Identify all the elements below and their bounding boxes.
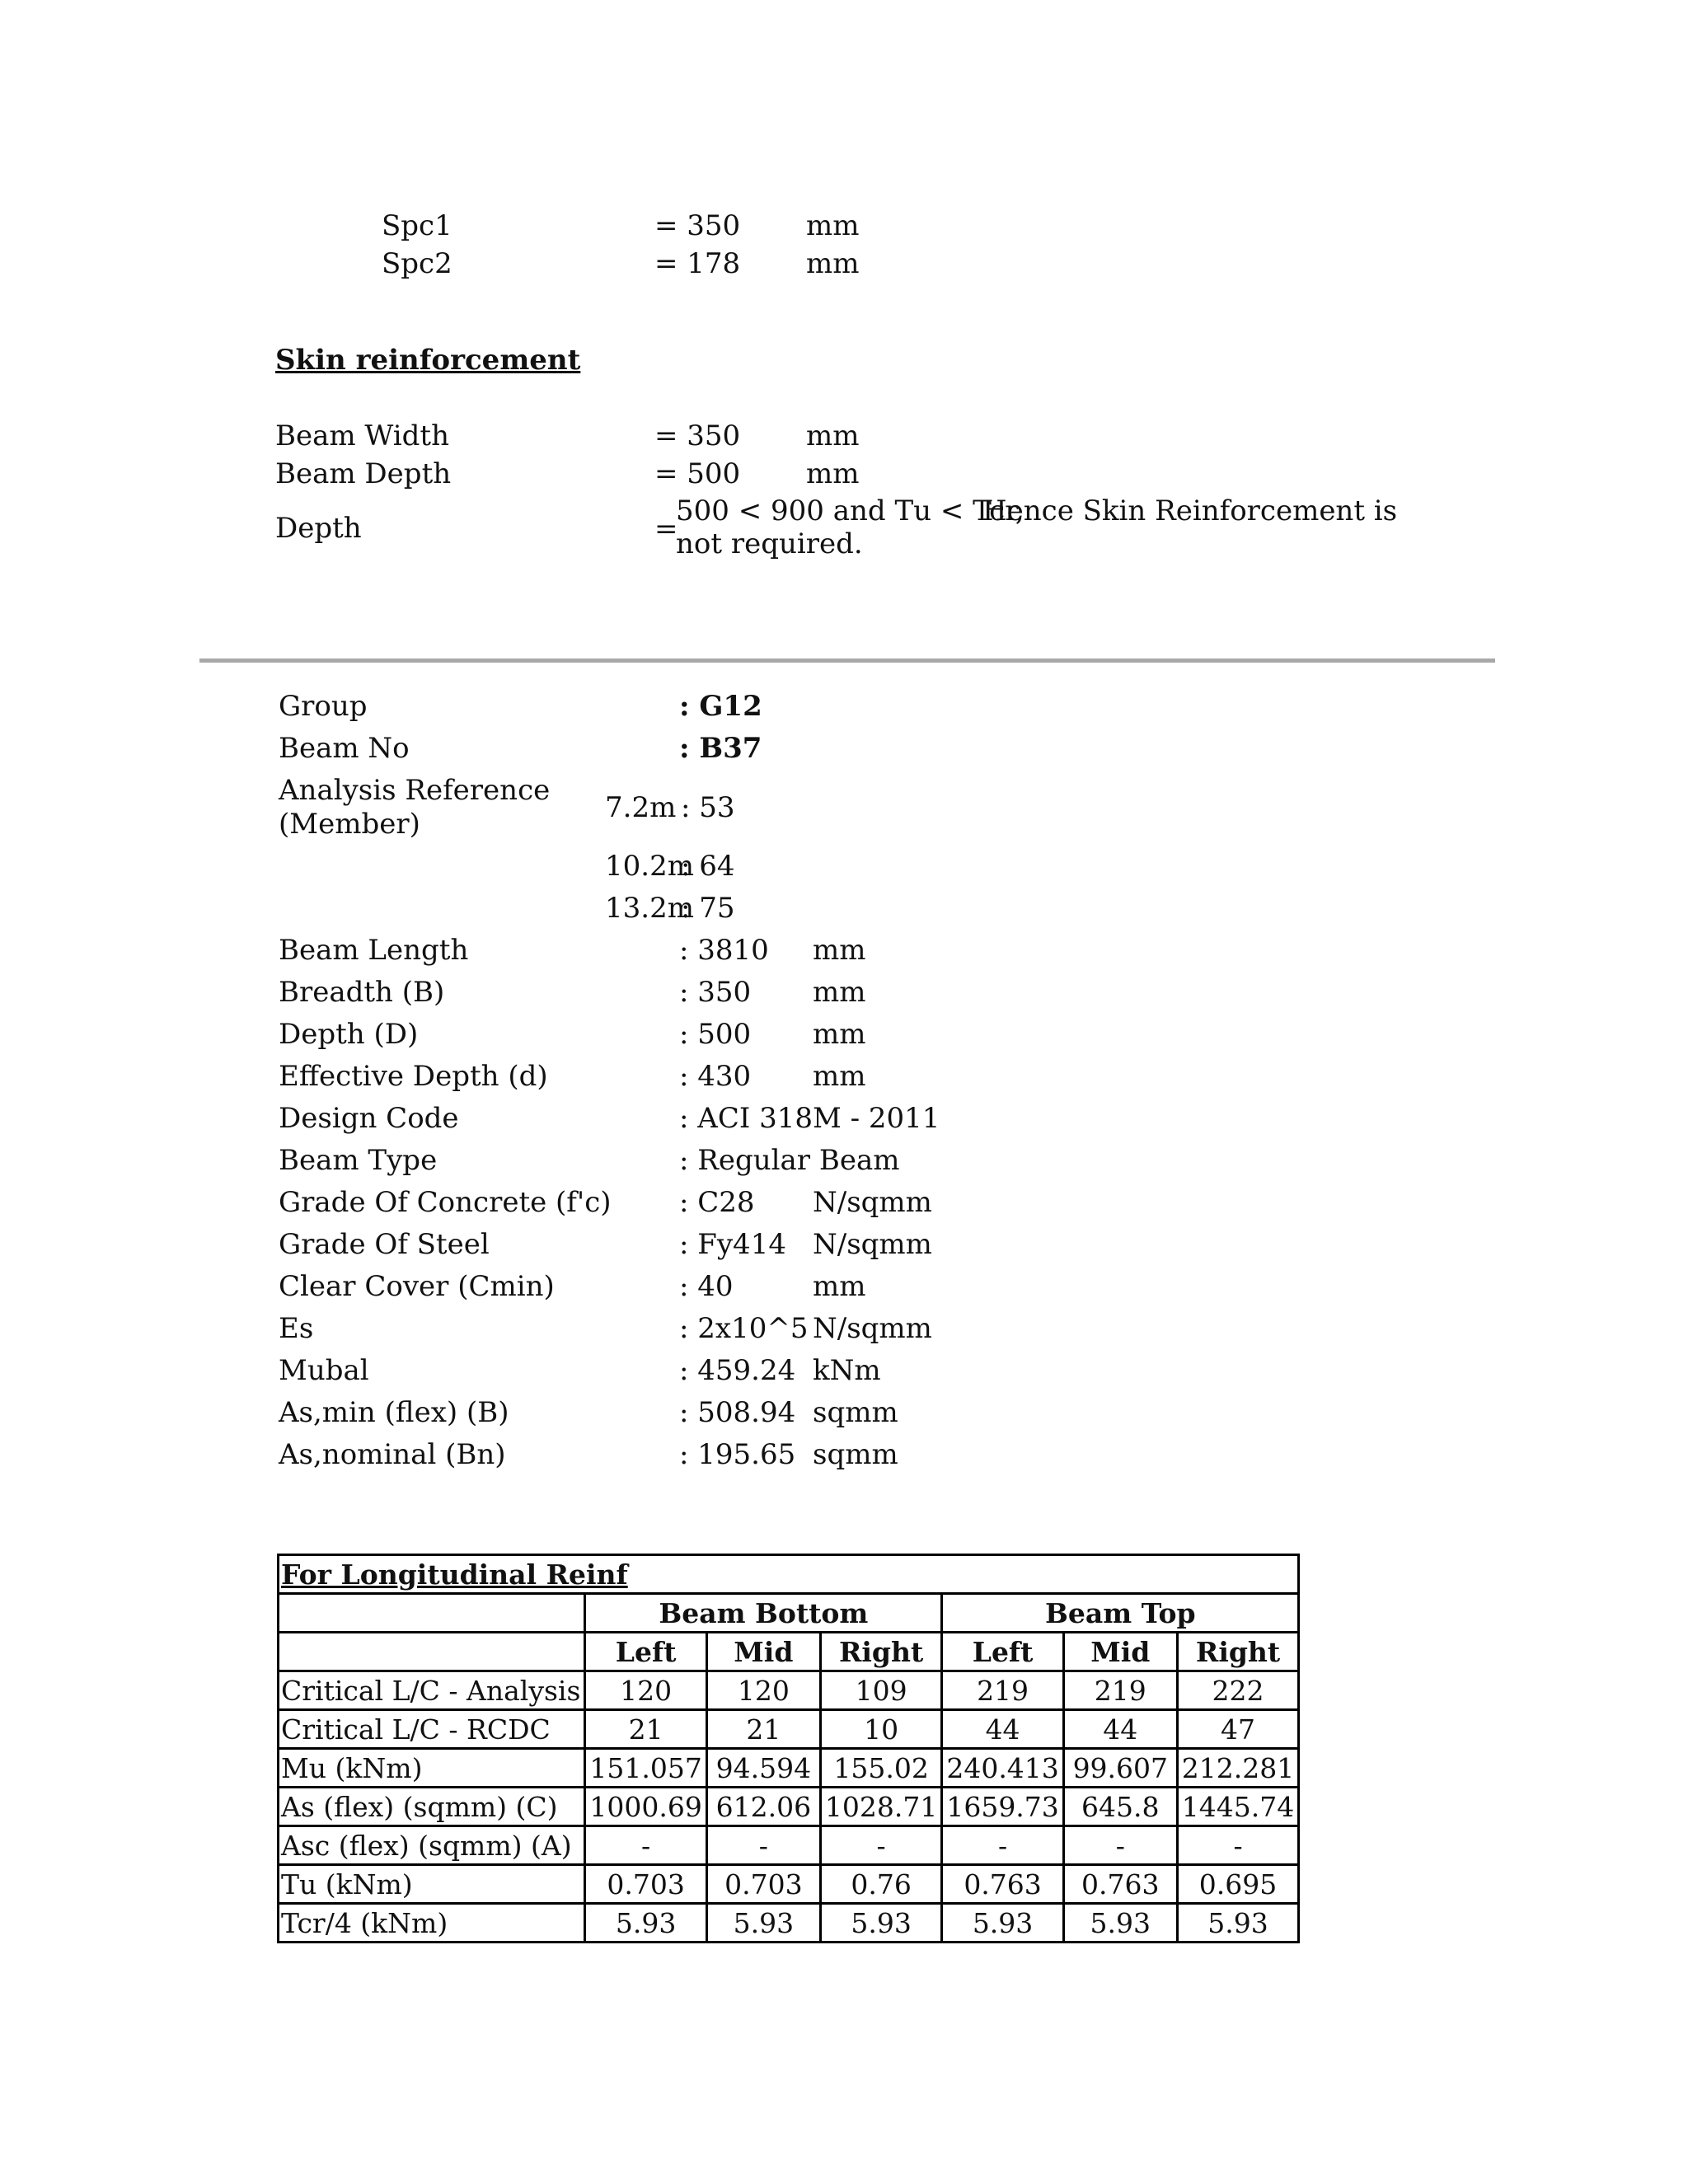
row-label: Critical L/C - RCDC xyxy=(279,1710,585,1749)
table-row xyxy=(279,1865,1299,1904)
table-cell: 5.93 xyxy=(706,1904,820,1943)
table-row xyxy=(279,1671,1299,1710)
table-cell: 219 xyxy=(1063,1671,1177,1710)
property-unit: mm xyxy=(813,1270,866,1303)
table-title: For Longitudinal Reinf xyxy=(279,1555,1299,1594)
table-row xyxy=(279,1710,1299,1749)
table-cell: 99.607 xyxy=(1063,1749,1177,1788)
table-cell: 5.93 xyxy=(1063,1904,1177,1943)
property-value: : 430 xyxy=(679,1060,752,1093)
column-header: Left xyxy=(942,1633,1063,1671)
property-value: : 2x10^5 xyxy=(679,1312,809,1345)
table-cell: 155.02 xyxy=(820,1749,941,1788)
property-unit: mm xyxy=(813,1018,866,1051)
property-value: : 350 xyxy=(679,976,752,1009)
spc2-value: = 178 xyxy=(654,247,741,280)
table-title-row xyxy=(279,1555,1299,1594)
property-label: Grade Of Concrete (f'c) xyxy=(279,1186,612,1219)
beam-depth-label: Beam Depth xyxy=(275,457,452,490)
table-cell: 5.93 xyxy=(585,1904,706,1943)
table-cell: 240.413 xyxy=(942,1749,1063,1788)
property-value: : 508.94 xyxy=(679,1396,796,1429)
beam-width-value: = 350 xyxy=(654,419,741,452)
table-cell: - xyxy=(820,1826,941,1865)
column-header: Right xyxy=(820,1633,941,1671)
table-cell: 44 xyxy=(1063,1710,1177,1749)
table-cell: 151.057 xyxy=(585,1749,706,1788)
table-cell: 5.93 xyxy=(942,1904,1063,1943)
beam-top-header: Beam Top xyxy=(942,1594,1299,1633)
property-value: : 500 xyxy=(679,1018,752,1051)
table-row xyxy=(279,1788,1299,1826)
column-header: Right xyxy=(1177,1633,1298,1671)
beam-width-unit: mm xyxy=(806,419,860,452)
analysis-ref-label: Analysis Reference xyxy=(279,774,551,807)
beam-no-value: : B37 xyxy=(679,732,762,765)
column-header: Mid xyxy=(706,1633,820,1671)
column-header-row xyxy=(279,1633,1299,1671)
property-unit: kNm xyxy=(813,1354,881,1387)
table-cell: - xyxy=(942,1826,1063,1865)
spc2-unit: mm xyxy=(806,247,860,280)
property-unit: N/sqmm xyxy=(813,1186,932,1219)
table-cell: 1445.74 xyxy=(1177,1788,1298,1826)
table-cell: 120 xyxy=(585,1671,706,1710)
property-label: Mubal xyxy=(279,1354,369,1387)
spc1-label: Spc1 xyxy=(382,209,452,242)
table-cell: 44 xyxy=(942,1710,1063,1749)
empty-header-cell xyxy=(279,1633,585,1671)
depth-label: Depth xyxy=(275,512,362,545)
property-unit: mm xyxy=(813,1060,866,1093)
table-cell: 94.594 xyxy=(706,1749,820,1788)
property-unit: mm xyxy=(813,976,866,1009)
table-row xyxy=(279,1826,1299,1865)
beam-depth-unit: mm xyxy=(806,457,860,490)
property-unit: sqmm xyxy=(813,1396,898,1429)
spc2-label: Spc2 xyxy=(382,247,452,280)
empty-header-cell xyxy=(279,1594,585,1633)
skin-heading: Skin reinforcement xyxy=(275,344,581,377)
property-value: : C28 xyxy=(679,1186,755,1219)
table-cell: 1000.69 xyxy=(585,1788,706,1826)
column-header: Left xyxy=(585,1633,706,1671)
table-cell: 0.763 xyxy=(1063,1865,1177,1904)
row-label: Mu (kNm) xyxy=(279,1749,585,1788)
property-label: As,nominal (Bn) xyxy=(279,1438,506,1471)
property-unit: N/sqmm xyxy=(813,1312,932,1345)
table-row xyxy=(279,1749,1299,1788)
table-cell: 47 xyxy=(1177,1710,1298,1749)
property-value: : 40 xyxy=(679,1270,734,1303)
row-label: Asc (flex) (sqmm) (A) xyxy=(279,1826,585,1865)
beam-no-label: Beam No xyxy=(279,732,410,765)
group-value: : G12 xyxy=(679,690,762,723)
property-unit: N/sqmm xyxy=(813,1228,932,1261)
table-cell: 0.703 xyxy=(706,1865,820,1904)
analysis-ref-span: 10.2m xyxy=(605,850,694,883)
property-label: Grade Of Steel xyxy=(279,1228,490,1261)
analysis-ref-value: : 53 xyxy=(681,791,735,824)
property-label: Design Code xyxy=(279,1102,459,1135)
table-cell: 1659.73 xyxy=(942,1788,1063,1826)
table-row xyxy=(279,1904,1299,1943)
table-cell: 21 xyxy=(706,1710,820,1749)
analysis-ref-label-member: (Member) xyxy=(279,808,420,841)
analysis-ref-span: 7.2m xyxy=(605,791,677,824)
table-cell: 0.763 xyxy=(942,1865,1063,1904)
table-cell: 120 xyxy=(706,1671,820,1710)
table-cell: 109 xyxy=(820,1671,941,1710)
table-cell: 5.93 xyxy=(820,1904,941,1943)
spc1-value: = 350 xyxy=(654,209,741,242)
property-label: Breadth (B) xyxy=(279,976,445,1009)
property-label: Es xyxy=(279,1312,314,1345)
property-unit: sqmm xyxy=(813,1438,898,1471)
beam-depth-value: = 500 xyxy=(654,457,741,490)
table-cell: - xyxy=(706,1826,820,1865)
property-value: : ACI 318M - 2011 xyxy=(679,1102,940,1135)
column-header: Mid xyxy=(1063,1633,1177,1671)
property-label: Beam Type xyxy=(279,1144,438,1177)
depth-conclusion-cont: not required. xyxy=(676,527,863,560)
beam-bottom-header: Beam Bottom xyxy=(585,1594,942,1633)
table-cell: 219 xyxy=(942,1671,1063,1710)
table-cell: 222 xyxy=(1177,1671,1298,1710)
table-cell: - xyxy=(1063,1826,1177,1865)
property-label: As,min (flex) (B) xyxy=(279,1396,509,1429)
table-cell: 21 xyxy=(585,1710,706,1749)
property-value: : 459.24 xyxy=(679,1354,796,1387)
property-label: Clear Cover (Cmin) xyxy=(279,1270,555,1303)
property-value: : Fy414 xyxy=(679,1228,786,1261)
table-body xyxy=(279,1671,1299,1943)
depth-conclusion: Hence Skin Reinforcement is xyxy=(982,494,1398,527)
table-cell: 0.703 xyxy=(585,1865,706,1904)
depth-equals: = xyxy=(654,513,678,546)
analysis-ref-value: : 64 xyxy=(681,850,735,883)
table-cell: 0.76 xyxy=(820,1865,941,1904)
table-cell: - xyxy=(585,1826,706,1865)
spc1-unit: mm xyxy=(806,209,860,242)
depth-condition: 500 < 900 and Tu < Tcr, xyxy=(676,494,1025,527)
table-cell: 1028.71 xyxy=(820,1788,941,1826)
group-header-row xyxy=(279,1594,1299,1633)
section-divider xyxy=(199,658,1495,663)
table-cell: 5.93 xyxy=(1177,1904,1298,1943)
beam-width-label: Beam Width xyxy=(275,419,449,452)
property-value: : 195.65 xyxy=(679,1438,796,1471)
property-label: Effective Depth (d) xyxy=(279,1060,548,1093)
table-cell: 212.281 xyxy=(1177,1749,1298,1788)
longitudinal-reinf-table xyxy=(277,1554,1300,1943)
table-cell: 612.06 xyxy=(706,1788,820,1826)
row-label: Tcr/4 (kNm) xyxy=(279,1904,585,1943)
property-value: : Regular Beam xyxy=(679,1144,900,1177)
table-cell: 10 xyxy=(820,1710,941,1749)
row-label: Tu (kNm) xyxy=(279,1865,585,1904)
table-cell: 0.695 xyxy=(1177,1865,1298,1904)
analysis-ref-span: 13.2m xyxy=(605,892,694,925)
property-unit: mm xyxy=(813,934,866,967)
group-label: Group xyxy=(279,690,368,723)
table-cell: - xyxy=(1177,1826,1298,1865)
row-label: Critical L/C - Analysis xyxy=(279,1671,585,1710)
property-value: : 3810 xyxy=(679,934,769,967)
analysis-ref-value: : 75 xyxy=(681,892,735,925)
property-label: Beam Length xyxy=(279,934,469,967)
property-label: Depth (D) xyxy=(279,1018,419,1051)
row-label: As (flex) (sqmm) (C) xyxy=(279,1788,585,1826)
table-cell: 645.8 xyxy=(1063,1788,1177,1826)
